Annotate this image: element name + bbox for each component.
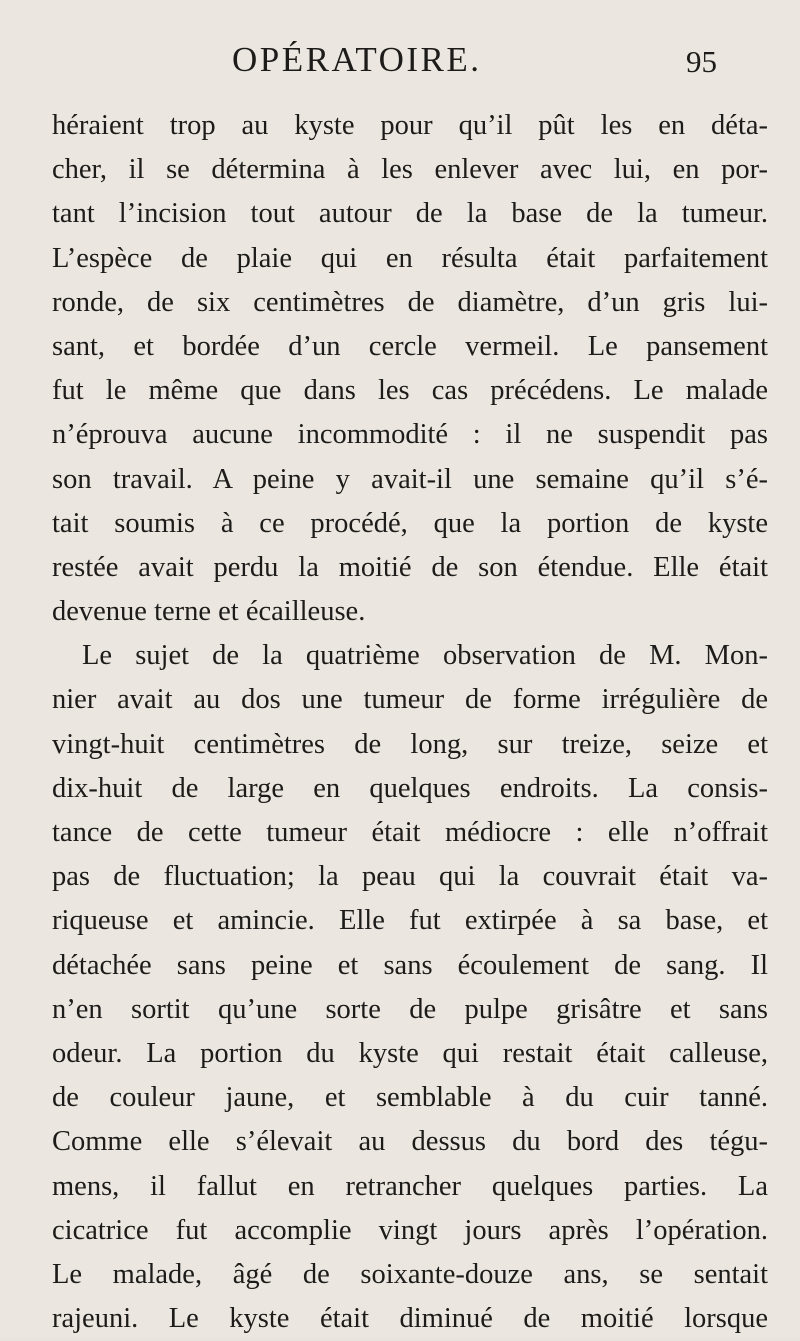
text-line: tance de cette tumeur était médiocre : elle n’offrait — [52, 817, 768, 848]
text-line: odeur. La portion du kyste qui restait était calleuse, — [52, 1037, 768, 1069]
text-line: nier avait au dos une tumeur de forme irrégulière de — [52, 684, 768, 716]
text-line: de couleur jaune, et semblable à du cuir tanné. — [52, 1082, 768, 1114]
text-line: tant l’incision tout autour de la base de la tumeur. — [52, 198, 768, 230]
text-line: pas de fluctuation; la peau qui la couvrait était va- — [52, 861, 768, 893]
text-line: cher, il se détermina à les enlever avec lui, en por- — [52, 154, 768, 186]
body-text — [52, 104, 768, 1341]
text-line: Comme elle s’élevait au dessus du bord des tégu- — [52, 1126, 768, 1158]
text-line: mens, il fallut en retrancher quelques parties. La — [52, 1170, 768, 1202]
text-line: vingt-huit centimètres de long, sur treize, seize et — [52, 728, 768, 760]
text-line: rajeuni. Le kyste était diminué de moitié lorsque — [52, 1303, 768, 1335]
text-line: dix-huit de large en quelques endroits. La consis- — [52, 772, 768, 804]
running-title: OPÉRATOIRE. — [232, 40, 482, 79]
text-line: son travail. A peine y avait-il une semaine qu’il s’é- — [52, 463, 768, 495]
text-line: sant, et bordée d’un cercle vermeil. Le pansement — [52, 330, 768, 362]
page-number: 95 — [686, 44, 717, 79]
text-line: détachée sans peine et sans écoulement de sang. Il — [52, 949, 768, 981]
text-line: n’éprouva aucune incommodité : il ne suspendit pas — [52, 419, 768, 451]
text-line: cicatrice fut accomplie vingt jours après l’opération. — [52, 1214, 768, 1246]
text-line: héraient trop au kyste pour qu’il pût les en déta- — [52, 110, 768, 141]
text-line: L’espèce de plaie qui en résulta était parfaitement — [52, 242, 768, 274]
text-line: Le malade, âgé de soixante-douze ans, se sentait — [52, 1258, 768, 1290]
text-line: riqueuse et amincie. Elle fut extirpée à sa base, et — [52, 905, 768, 937]
text-line: Le sujet de la quatrième observation de M. Mon- — [82, 640, 768, 672]
text-line: tait soumis à ce procédé, que la portion de kyste — [52, 507, 768, 539]
text-line: n’en sortit qu’une sorte de pulpe grisâtre et sans — [52, 993, 768, 1025]
text-line: fut le même que dans les cas précédens. Le malade — [52, 375, 768, 407]
text-line: devenue terne et écailleuse. — [52, 596, 366, 628]
text-line: restée avait perdu la moitié de son étendue. Elle était — [52, 551, 768, 583]
page-header — [0, 38, 800, 88]
text-line: ronde, de six centimètres de diamètre, d’un gris lui- — [52, 286, 768, 318]
